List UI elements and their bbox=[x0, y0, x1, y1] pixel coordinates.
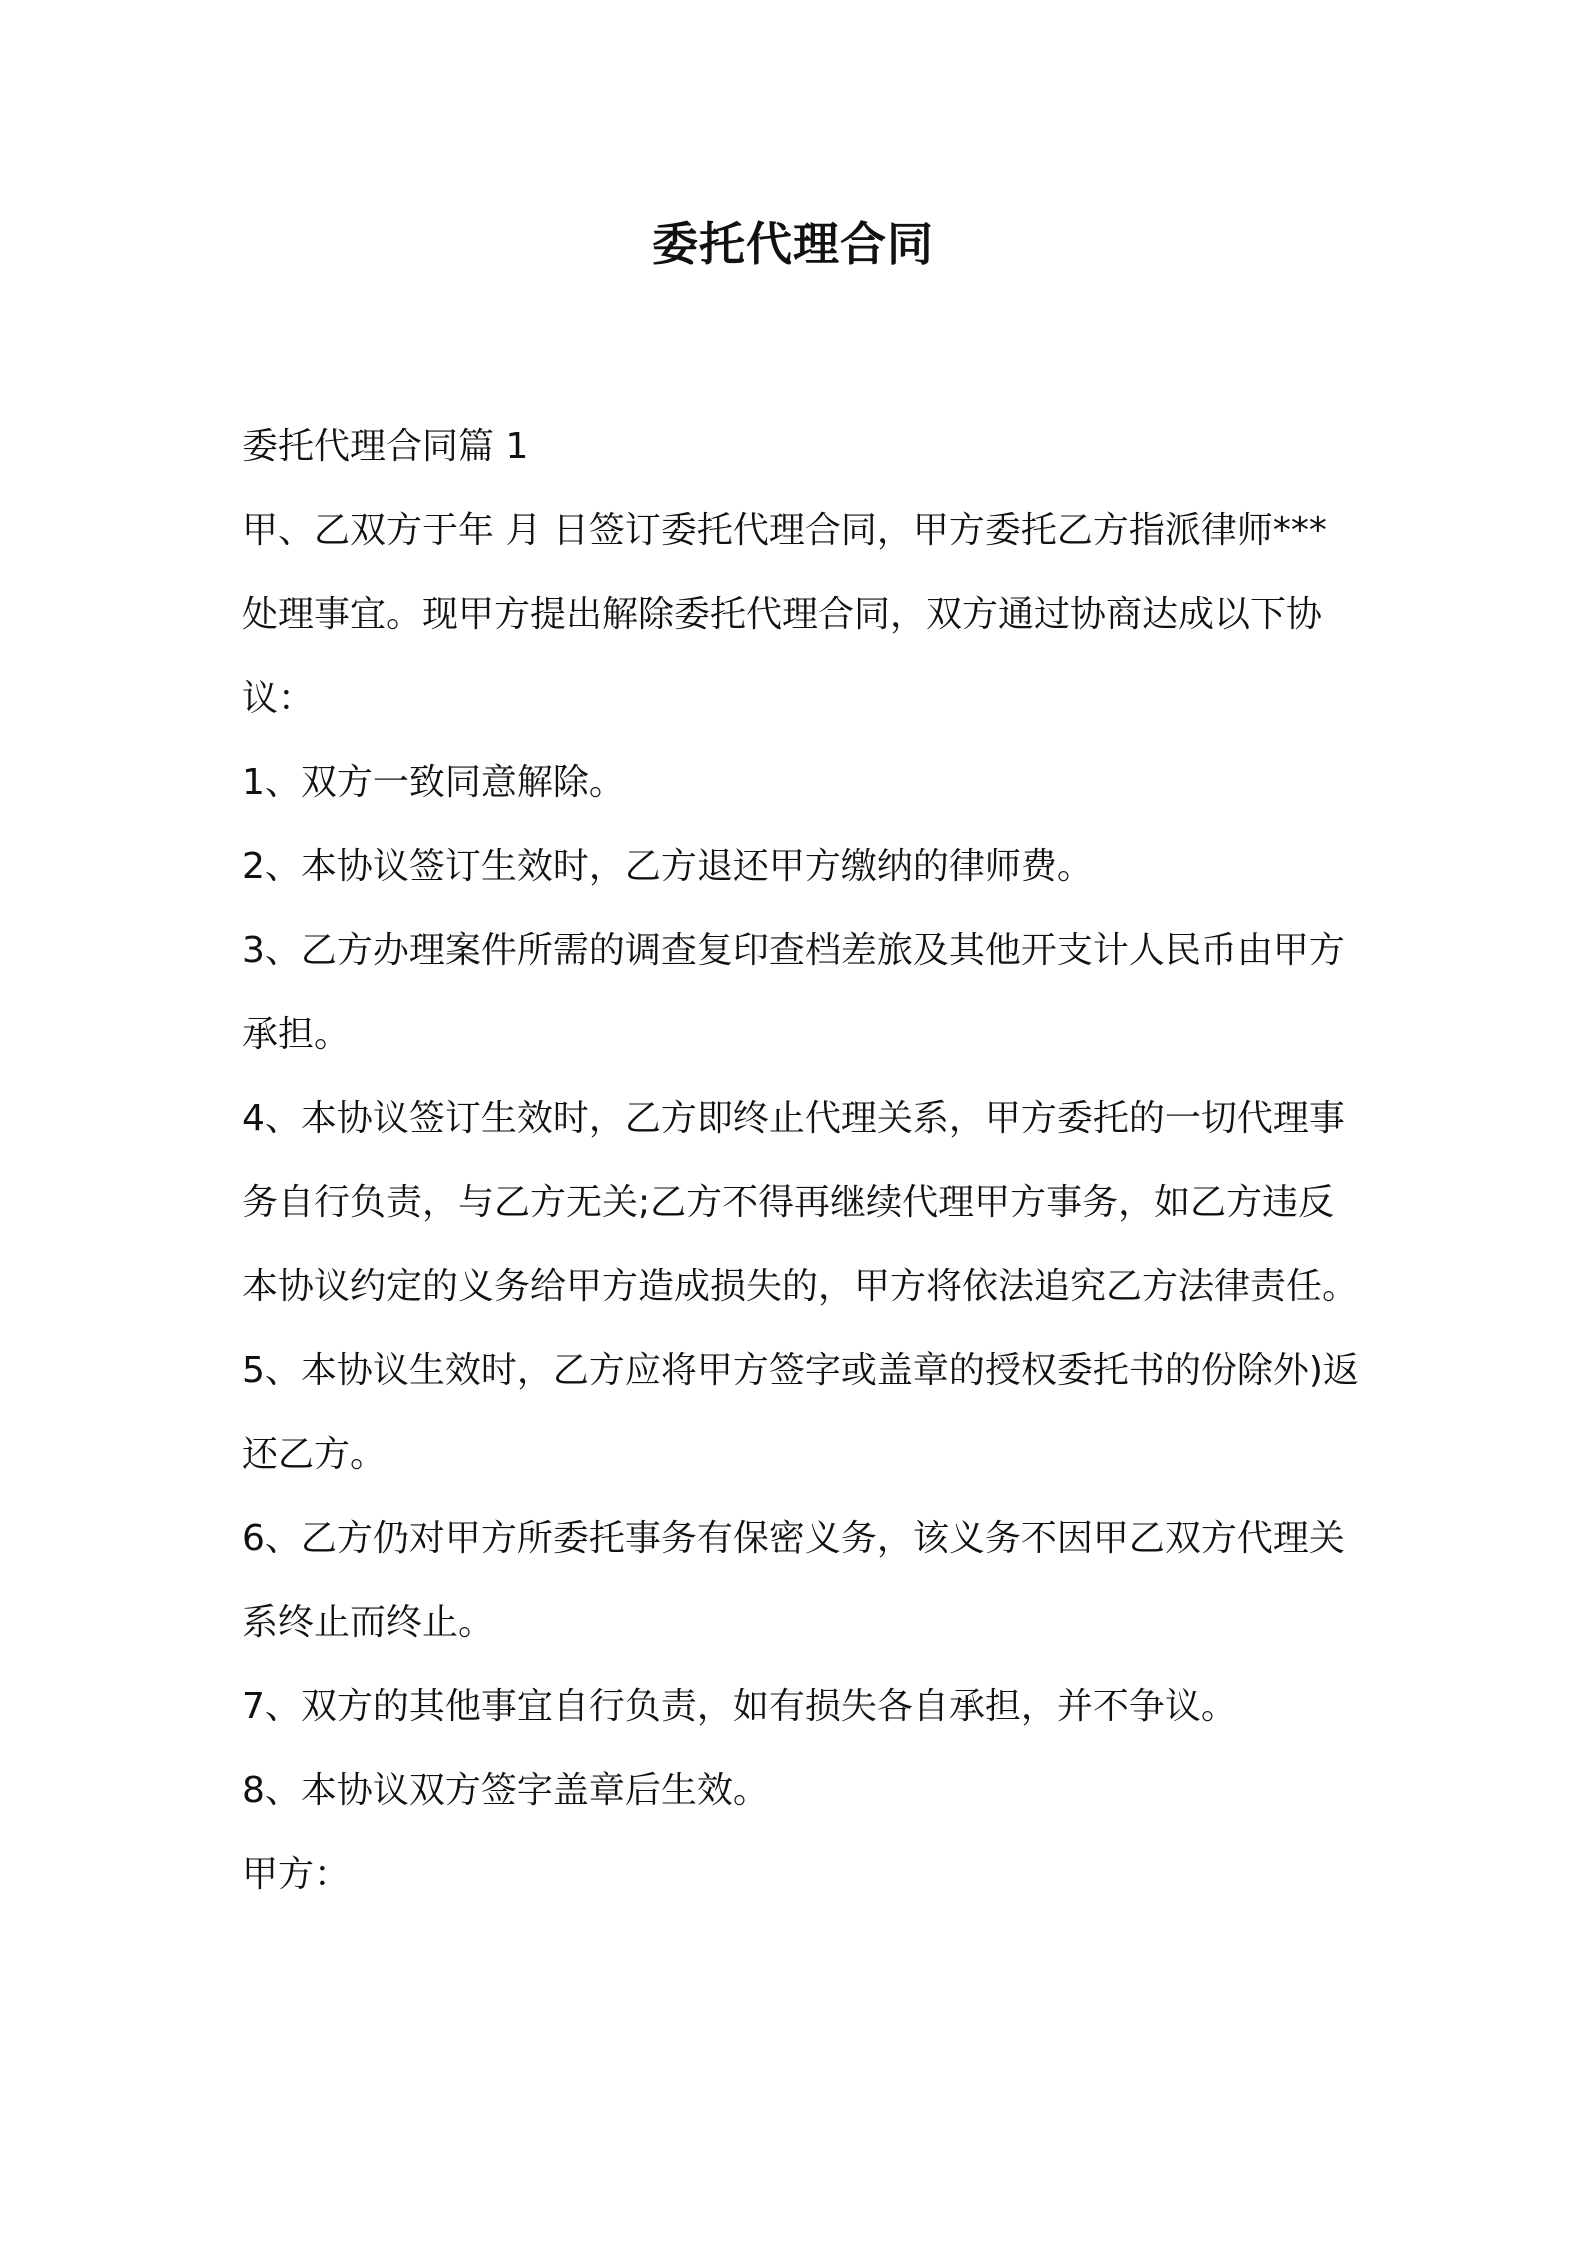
document-body bbox=[242, 405, 1362, 1917]
party-a-label: 甲方： bbox=[242, 1854, 351, 1895]
clause-4: 4、本协议签订生效时，乙方即终止代理关系，甲方委托的一切代理事务自行负责，与乙方无关;乙方不得再继续代理甲方事务，如乙方违反本协议约定的义务给甲方造成损失的，甲方将依法追究乙方法律责任。 bbox=[242, 1098, 1359, 1307]
clause-6: 6、乙方仍对甲方所委托事务有保密义务，该义务不因甲乙双方代理关系终止而终止。 bbox=[242, 1518, 1345, 1643]
clause-5: 5、本协议生效时，乙方应将甲方签字或盖章的授权委托书的份除外)返还乙方。 bbox=[242, 1350, 1359, 1475]
intro-paragraph: 甲、乙双方于年 月 日签订委托代理合同，甲方委托乙方指派律师***处理事宜。现甲方提出解除委托代理合同，双方通过协商达成以下协议： bbox=[242, 510, 1327, 719]
clause-3: 3、乙方办理案件所需的调查复印查档差旅及其他开支计人民币由甲方承担。 bbox=[242, 930, 1345, 1055]
clause-1: 1、双方一致同意解除。 bbox=[242, 762, 625, 803]
clause-2: 2、本协议签订生效时，乙方退还甲方缴纳的律师费。 bbox=[242, 846, 1093, 887]
section-heading: 委托代理合同篇 1 bbox=[242, 426, 529, 467]
clause-7: 7、双方的其他事宜自行负责，如有损失各自承担，并不争议。 bbox=[242, 1686, 1237, 1727]
clause-8: 8、本协议双方签字盖章后生效。 bbox=[242, 1770, 769, 1811]
document-title: 委托代理合同 bbox=[652, 217, 934, 271]
